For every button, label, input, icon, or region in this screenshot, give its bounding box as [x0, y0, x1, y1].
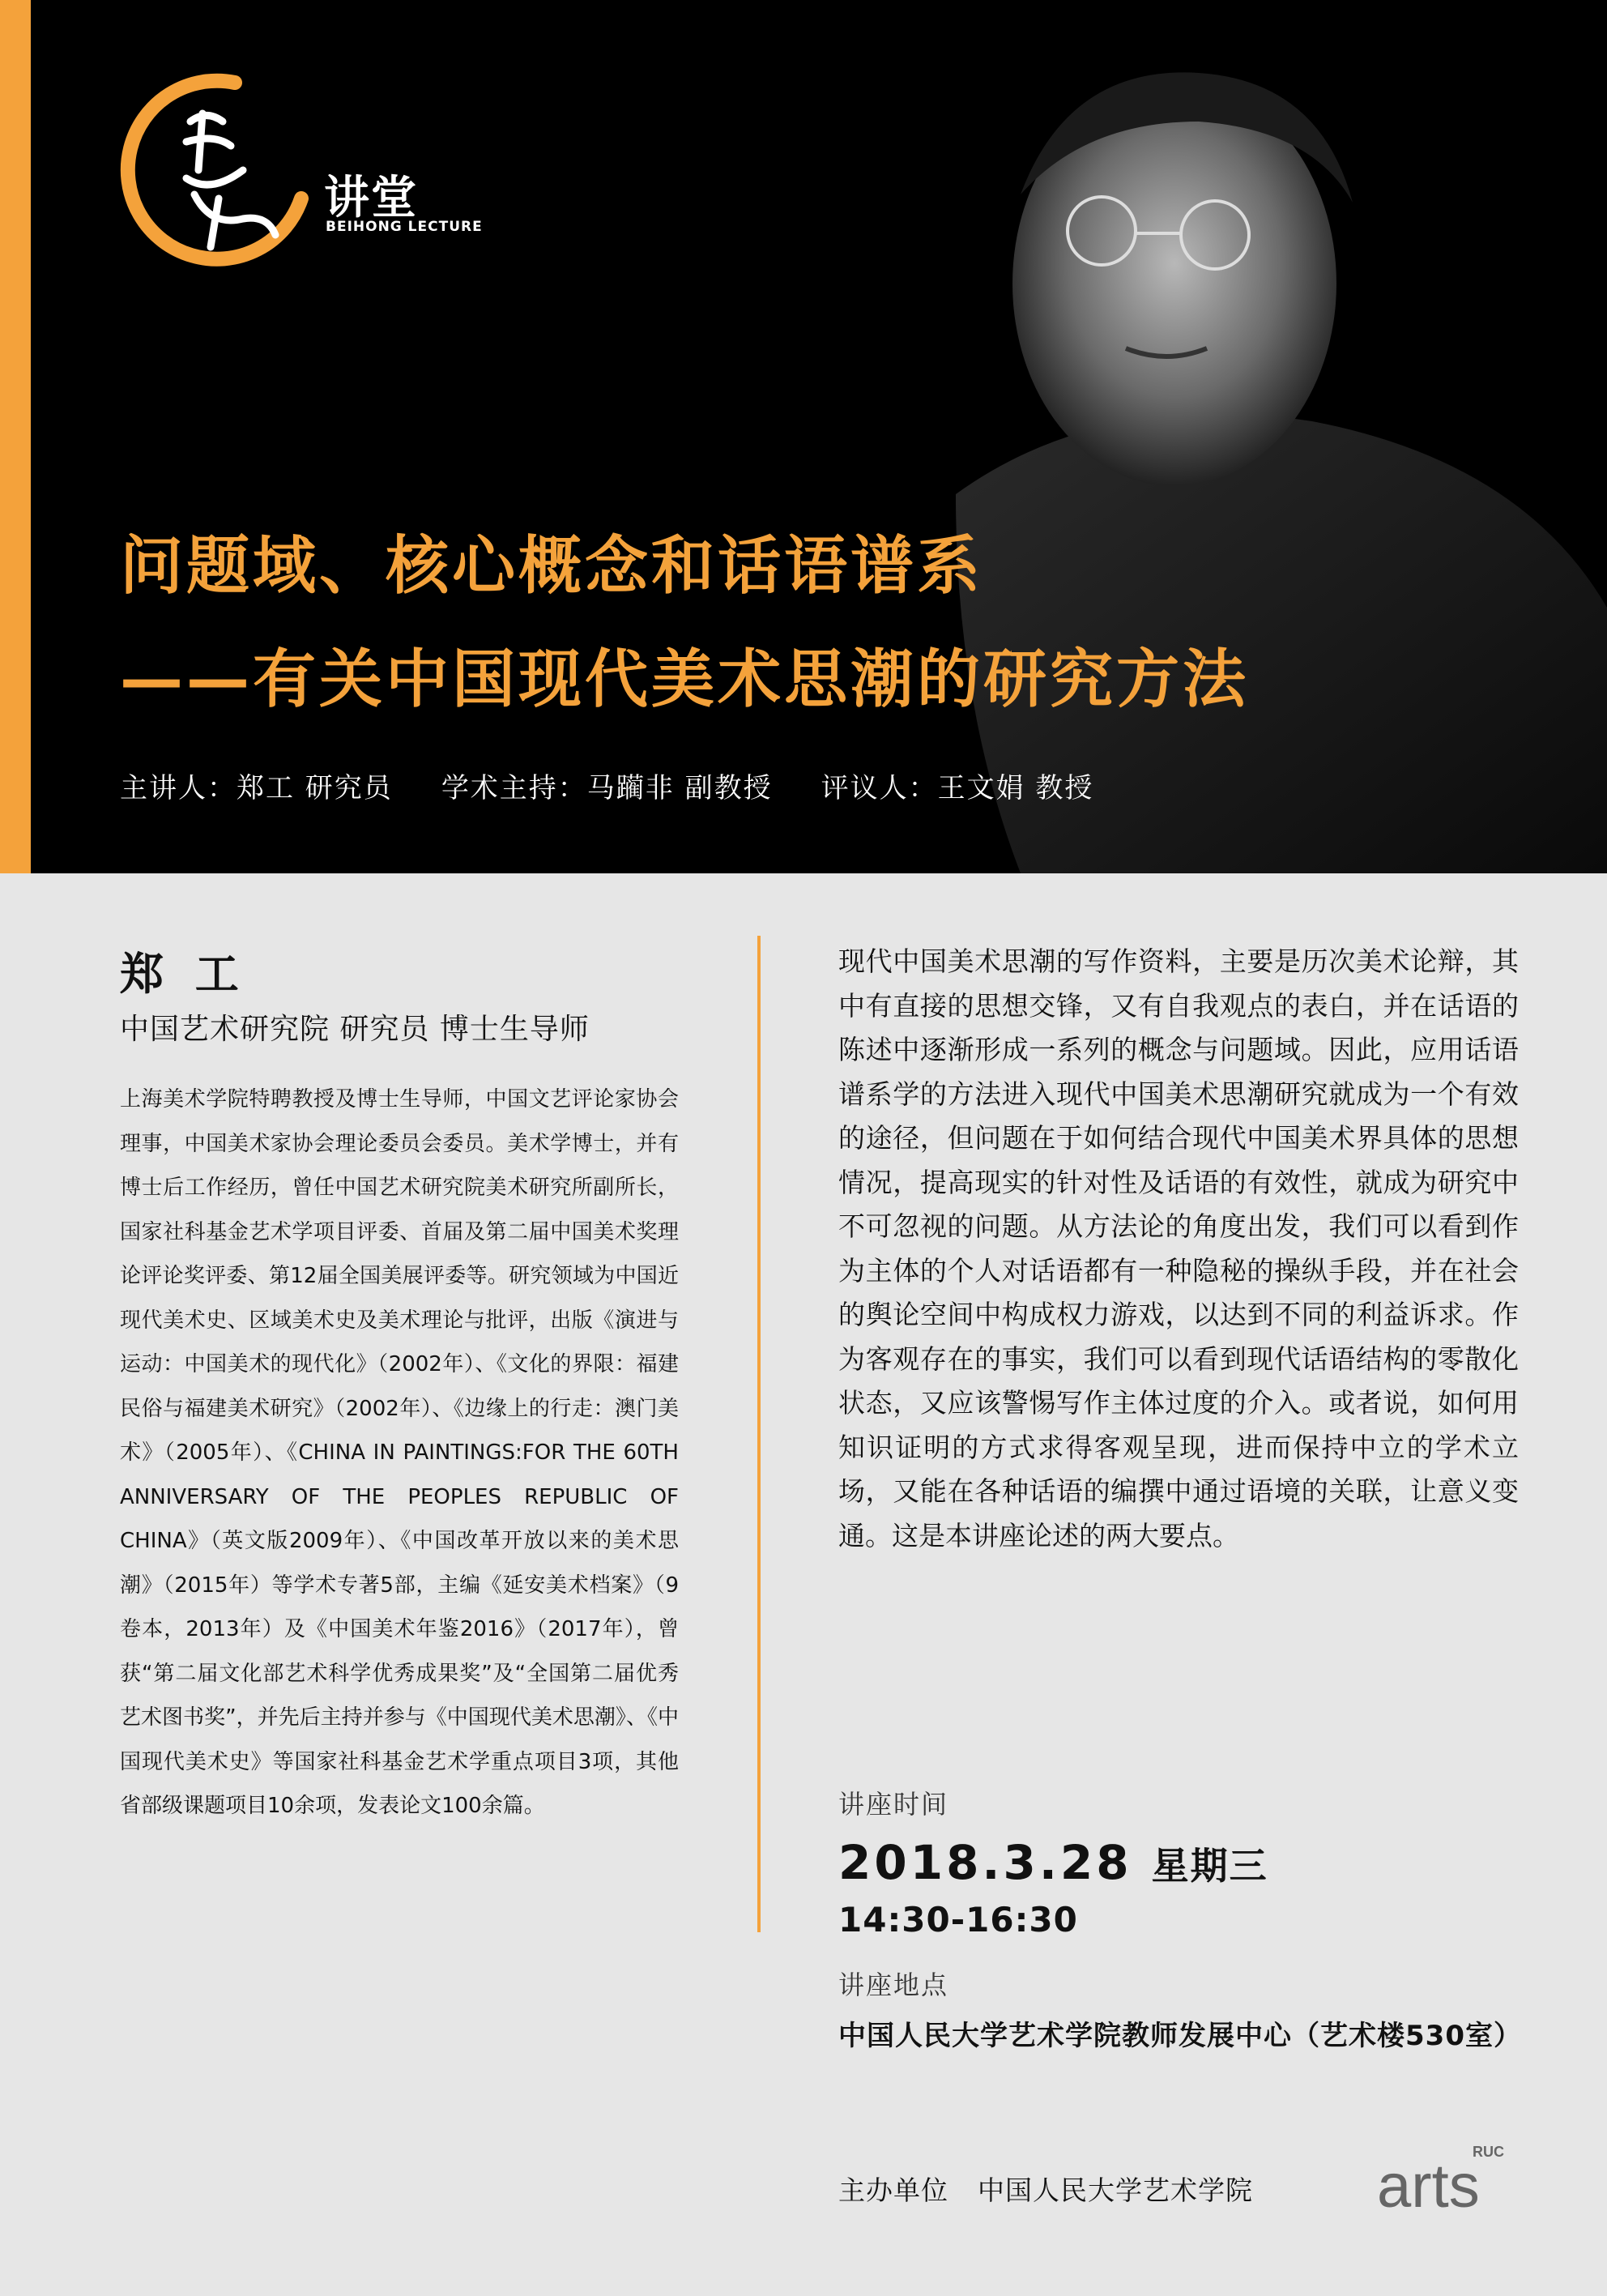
header-banner	[0, 0, 1607, 873]
bio-name: 郑 工	[120, 949, 247, 1000]
host: 学术主持：马躏非 副教授	[441, 772, 773, 804]
event-venue: 中国人民大学艺术学院教师发展中心（艺术楼530室）	[838, 2020, 1522, 2052]
beihong-lecture-logo	[113, 65, 483, 275]
column-divider	[757, 936, 761, 1932]
place-label: 讲座地点	[838, 1970, 949, 2000]
organizer-label: 主办单位	[838, 2174, 948, 2206]
logo-subtitle: BEIHONG LECTURE	[326, 219, 483, 235]
lecture-abstract: 现代中国美术思潮的写作资料，主要是历次美术论辩，其中有直接的思想交锋，又有自我观点的表白，并在话语的陈述中逐渐形成一系列的概念与问题域。因此，应用话语谱系学的方法进入现代中国美术思潮研究就成为一个有效的途径，但问题在于如何结合现代中国美术界具体的思想情况，提高现实的针对性及话语的有效性，就成为研究中不可忽视的问题。从方法论的角度出发，我们可以看到作为主体的个人对话语都有一种隐秘的操纵手段，并在社会的舆论空间中构成权力游戏，以达到不同的利益诉求。作为客观存在的事实，我们可以看到现代话语结构的零散化状态，又应该警惕写作主体过度的介入。或者说，如何用知识证明的方式求得客观呈现，进而保持中立的学术立场，又能在各种话语的编撰中通过语境的关联，让意义变通。这是本讲座论述的两大要点。	[838, 945, 1519, 1551]
date-value: 2018.3.28	[838, 1835, 1132, 1890]
lecture-subtitle: ——有关中国现代美术思潮的研究方法	[120, 643, 1250, 716]
speaker-line	[120, 766, 1142, 805]
weekday: 星期三	[1151, 1844, 1268, 1888]
organizer	[838, 2170, 1253, 2208]
organizer-name: 中国人民大学艺术学院	[978, 2174, 1253, 2206]
event-date	[838, 1835, 1268, 1890]
event-hours: 14:30-16:30	[838, 1900, 1078, 1940]
logo-super: RUC	[1473, 2144, 1504, 2160]
speaker: 主讲人：郑工 研究员	[120, 772, 393, 804]
accent-bar	[0, 0, 31, 873]
lecture-title: 问题域、核心概念和话语谱系	[120, 530, 984, 603]
logo-word: arts	[1377, 2152, 1480, 2221]
ruc-arts-logo	[1377, 2132, 1507, 2221]
time-label: 讲座时间	[838, 1789, 949, 1820]
speaker-portrait	[859, 41, 1607, 873]
brush-circle-icon	[113, 65, 324, 275]
commentator: 评议人：王文娟 教授	[821, 772, 1094, 804]
logo-name: 讲堂	[324, 171, 418, 224]
bio-text: 上海美术学院特聘教授及博士生导师，中国文艺评论家协会理事，中国美术家协会理论委员会委员。美术学博士，并有博士后工作经历，曾任中国艺术研究院美术研究所副所长，国家社科基金艺术学项目评委、首届及第二届中国美术奖理论评论奖评委、第12届全国美展评委等。研究领域为中国近现代美术史、区域美术史及美术理论与批评，出版《演进与运动：中国美术的现代化》（2002年）、《文化的界限：福建民俗与福建美术研究》（2002年）、《边缘上的行走：澳门美术》（2005年）、《CHINA IN PAINTINGS:FOR THE 60TH ANNIVERSARY OF THE PEOPLES REPUBLIC OF CHINA》（英文版2009年）、《中国改革开放以来的美术思潮》（2015年）等学术专著5部，主编《延安美术档案》（9卷本，2013年）及《中国美术年鉴2016》（2017年），曾获“第二届文化部艺术科学优秀成果奖”及“全国第二届优秀艺术图书奖”，并先后主持并参与《中国现代美术思潮》、《中国现代美术史》等国家社科基金艺术学重点项目3项，其他省部级课题项目10余项，发表论文100余篇。	[120, 1087, 679, 1818]
bio-role: 中国艺术研究院 研究员 博士生导师	[120, 1013, 590, 1046]
